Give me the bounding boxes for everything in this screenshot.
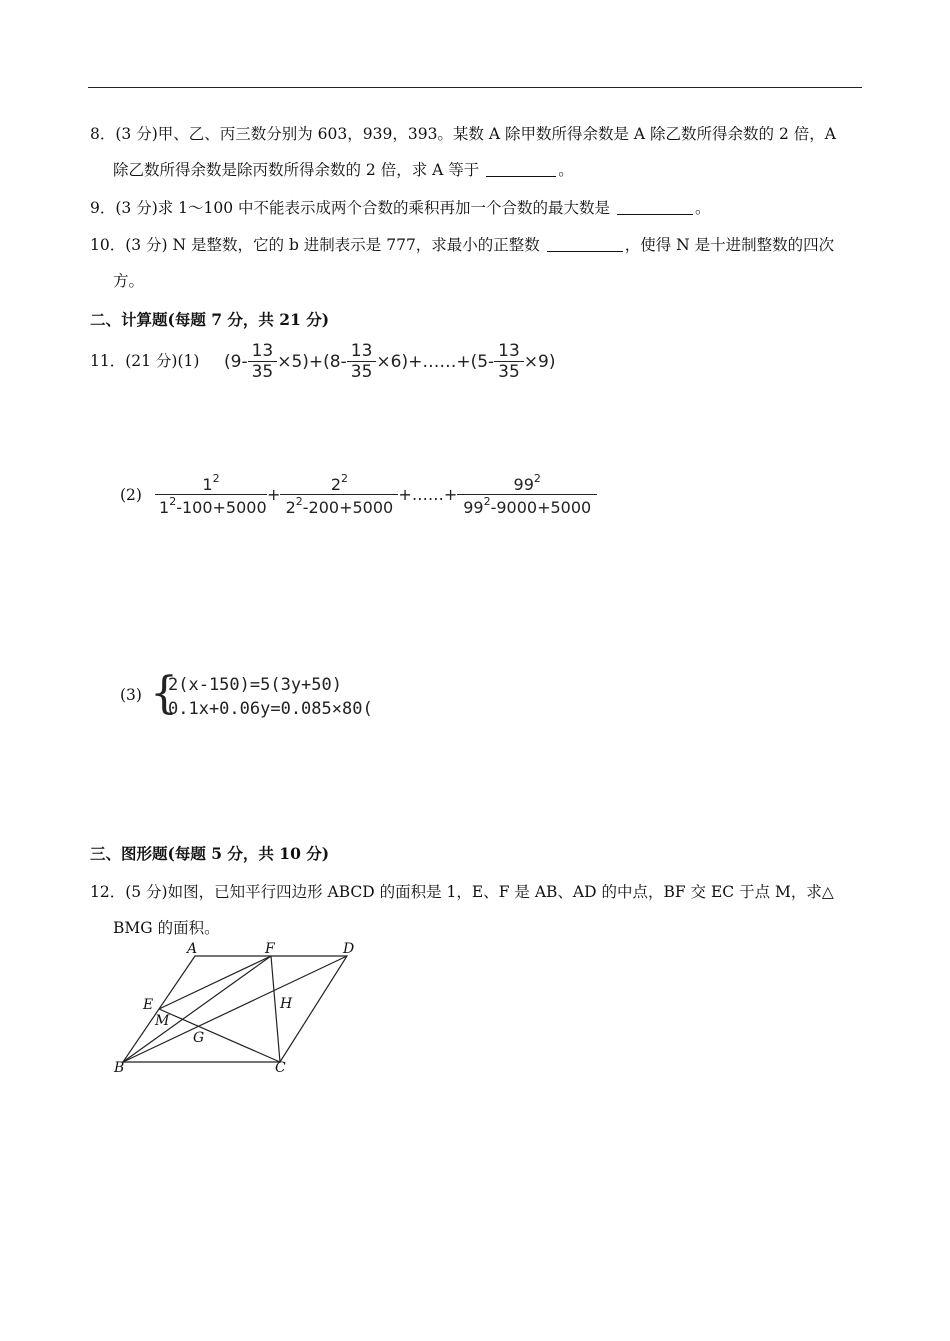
equation-2: 0.1x+0.06y=0.085×80(: [168, 699, 373, 719]
term2-num-exp: 2: [341, 472, 348, 485]
q11-label: 11．(21 分)(1): [90, 352, 200, 370]
term1-den-rest: -100+5000: [176, 498, 267, 517]
term1-denominator: [155, 494, 267, 517]
plus-sign: +: [267, 485, 281, 504]
segment-ef: [159, 956, 271, 1009]
frac-num: 13: [498, 341, 520, 361]
q10-line2: 方。: [113, 272, 145, 290]
label-point-e: E: [143, 997, 154, 1013]
q9-answer-blank[interactable]: [617, 199, 693, 215]
equation-1: 2(x-150)=5(3y+50): [168, 675, 342, 695]
label-point-f: F: [265, 942, 275, 957]
q8-line2-text: 除乙数所得余数是除丙数所得余数的 2 倍，求 A 等于: [113, 161, 480, 179]
q9-text: 9．(3 分)求 1～100 中不能表示成两个合数的乘积再加一个合数的最大数是: [90, 199, 611, 217]
label-point-a: A: [187, 942, 198, 957]
term1-num-exp: 2: [212, 472, 220, 485]
term2-num-base: 2: [330, 475, 341, 494]
frac-den: 35: [347, 361, 377, 382]
label-point-b: B: [114, 1060, 125, 1076]
expr1-tail3: ×9): [523, 351, 556, 372]
q8-line1: 8．(3 分)甲、乙、丙三数分别为 603，939，393。某数 A 除甲数所得余数是 A 除乙数所得余数的 2 倍，A: [90, 125, 836, 143]
system-brace: {: [150, 668, 178, 719]
section3-title: 三、图形题(每题 5 分，共 10 分): [90, 844, 330, 863]
term99-numerator: [457, 472, 597, 494]
term99-num-exp: 2: [533, 472, 541, 485]
expr1-tail2: ×6)+……+(5-: [376, 351, 495, 372]
equation-system: [168, 673, 373, 721]
q9-line: [90, 198, 711, 218]
q12-line2: BMG 的面积。: [113, 919, 220, 937]
q10-line1: [90, 235, 834, 255]
term99-den-base: 99: [463, 498, 484, 517]
q11-label2: (2): [120, 486, 142, 504]
frac-den: 35: [494, 361, 524, 382]
frac-den: 35: [248, 361, 278, 382]
term2-denominator: [280, 494, 398, 517]
term99-denominator: [457, 494, 597, 517]
fraction-term-99: [457, 472, 597, 517]
frac-num: 13: [251, 341, 274, 361]
term2-den-base: 2: [285, 498, 296, 517]
parallelogram-diagram: [105, 942, 375, 1077]
q10-text-a: 10．(3 分) N 是整数，它的 b 进制表示是 777，求最小的正整数: [90, 236, 540, 254]
q8-line2-end: 。: [558, 161, 574, 179]
term99-den-exp: 2: [483, 495, 491, 508]
expr1-tail1: ×5)+(8-: [277, 351, 347, 372]
header-rule: [88, 87, 862, 88]
ellipsis-sum: +……+: [398, 485, 458, 504]
label-point-c: C: [275, 1060, 286, 1076]
q9-end: 。: [694, 199, 711, 217]
q12-line1: 12．(5 分)如图，已知平行四边形 ABCD 的面积是 1，E、F 是 AB、AD 的中点，BF 交 EC 于点 M，求△: [90, 883, 834, 901]
expr1-open: (9-: [224, 351, 248, 372]
term1-den-exp: 2: [169, 495, 177, 508]
term2-numerator: [280, 472, 398, 494]
term99-den-rest: -9000+5000: [490, 498, 592, 517]
q10-text-b: ，使得 N 是十进制整数的四次: [624, 236, 835, 254]
term1-numerator: [155, 472, 267, 494]
term1-num-base: 1: [202, 475, 213, 494]
frac-num: 13: [350, 341, 373, 361]
term1-den-base: 1: [159, 498, 170, 517]
fraction-term-2: [280, 472, 398, 517]
fraction-term-1: [155, 472, 267, 517]
segment-fc: [271, 956, 280, 1062]
label-point-m: M: [155, 1013, 170, 1029]
q11-expr1: [224, 341, 556, 382]
term2-den-exp: 2: [295, 495, 303, 508]
q10-answer-blank[interactable]: [547, 236, 623, 252]
label-point-g: G: [193, 1030, 205, 1046]
section2-title: 二、计算题(每题 7 分，共 21 分): [90, 310, 330, 329]
q8-line2: [113, 160, 574, 180]
q8-answer-blank[interactable]: [486, 161, 556, 177]
fraction-13-35-c: [494, 341, 524, 382]
q11-expr2: [155, 472, 597, 517]
label-point-d: D: [343, 942, 355, 957]
term99-num-base: 99: [513, 475, 534, 494]
label-point-h: H: [280, 996, 293, 1012]
q11-label3: (3): [120, 686, 142, 704]
fraction-13-35-a: [248, 341, 278, 382]
fraction-13-35-b: [347, 341, 377, 382]
term2-den-rest: -200+5000: [302, 498, 394, 517]
